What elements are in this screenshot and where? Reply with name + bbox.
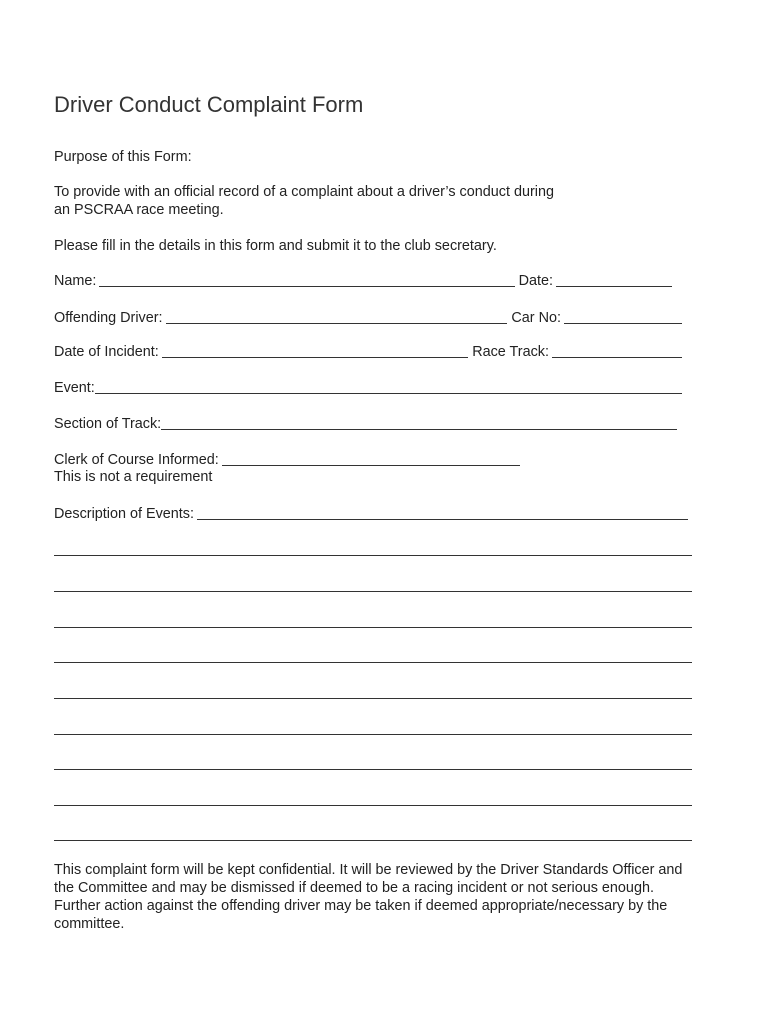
name-field[interactable] <box>99 273 514 287</box>
description-label: Description of Events: <box>54 506 194 522</box>
race-track-field[interactable] <box>552 344 682 358</box>
race-track-label: Race Track: <box>472 344 549 360</box>
date-of-incident-field[interactable] <box>162 344 468 358</box>
driver-car-row <box>54 309 686 327</box>
description-line[interactable] <box>54 627 692 628</box>
description-row <box>54 505 692 523</box>
incident-track-row <box>54 343 686 361</box>
event-field[interactable] <box>95 380 682 394</box>
description-line[interactable] <box>54 769 692 770</box>
clerk-of-course-field[interactable] <box>222 452 520 466</box>
name-date-row <box>54 272 676 290</box>
car-no-field[interactable] <box>564 310 682 324</box>
offending-driver-field[interactable] <box>166 310 508 324</box>
date-field[interactable] <box>556 273 672 287</box>
purpose-text-line-2: an PSCRAA race meeting. <box>54 202 224 218</box>
clerk-of-course-label: Clerk of Course Informed: <box>54 452 219 468</box>
form-title: Driver Conduct Complaint Form <box>54 92 364 117</box>
description-line[interactable] <box>54 698 692 699</box>
purpose-heading: Purpose of this Form: <box>54 149 192 165</box>
clerk-note: This is not a requirement <box>54 469 213 485</box>
date-label: Date: <box>518 273 553 289</box>
section-of-track-label: Section of Track: <box>54 416 162 432</box>
event-row <box>54 379 686 397</box>
offending-driver-label: Offending Driver: <box>54 310 163 326</box>
date-of-incident-label: Date of Incident: <box>54 344 159 360</box>
description-line[interactable] <box>54 662 692 663</box>
clerk-of-course-row <box>54 451 524 469</box>
name-label: Name: <box>54 273 97 289</box>
instructions-text: Please fill in the details in this form and submit it to the club secretary. <box>54 238 497 254</box>
description-line[interactable] <box>54 591 692 592</box>
description-field[interactable] <box>197 506 688 520</box>
description-line[interactable] <box>54 805 692 806</box>
section-of-track-row <box>54 415 681 433</box>
description-line[interactable] <box>54 734 692 735</box>
event-label: Event: <box>54 380 95 396</box>
description-line[interactable] <box>54 555 692 556</box>
section-of-track-field[interactable] <box>161 416 677 430</box>
car-no-label: Car No: <box>511 310 561 326</box>
description-line[interactable] <box>54 840 692 841</box>
purpose-text-line-1: To provide with an official record of a complaint about a driver’s conduct during <box>54 184 554 200</box>
confidentiality-note: This complaint form will be kept confidential. It will be reviewed by the Driver Standards Officer and the Committee and may be dismissed if deemed to be a racing incident or not serious enough. Further action against the offending driver may be taken if deemed appropriate/necessary by the committee. <box>54 862 683 932</box>
